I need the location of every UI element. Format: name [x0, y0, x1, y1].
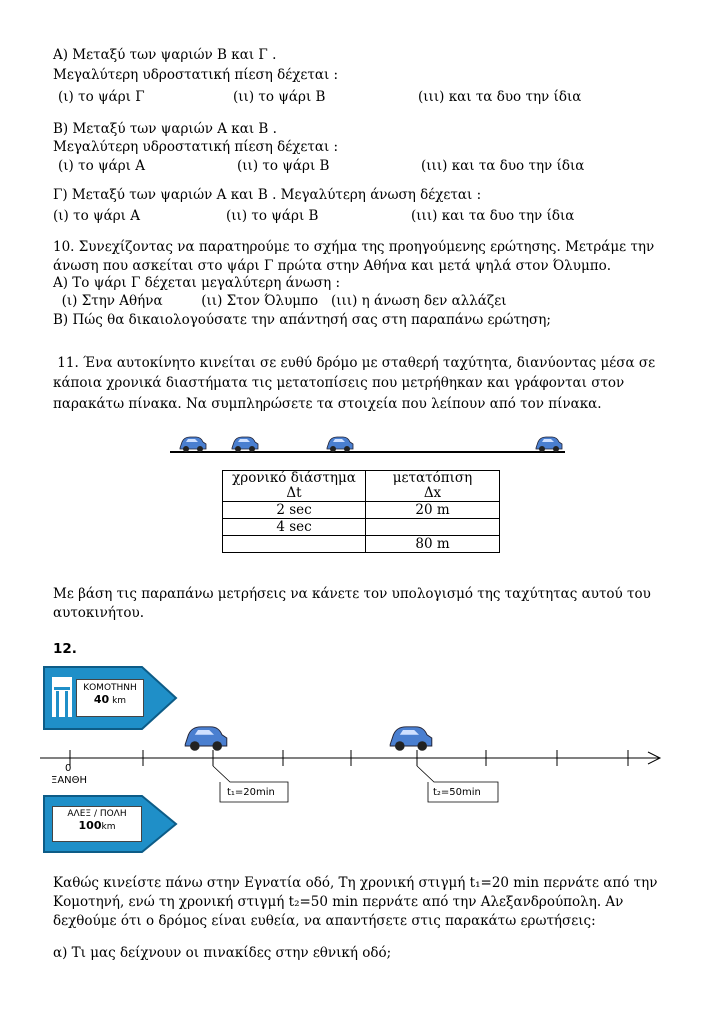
section-c-option-1: (ι) το ψάρι Α [53, 208, 140, 224]
sign-alexandroupoli-city: ΑΛΕΞ / ΠΟΛΗ [67, 809, 127, 819]
q12-text-line-2: Κομοτηνή, ενώ τη χρονική στιγμή t₂=50 min περνάτε από την Αλεξανδρούπολη. Αν [53, 894, 624, 910]
sign-alexandroupoli-number: 100 [78, 819, 102, 832]
car-icon [185, 727, 227, 751]
table-row [223, 519, 500, 536]
table-cell [366, 519, 500, 536]
sign-komotini-distance [77, 693, 143, 706]
highway-icon [50, 675, 74, 719]
origin-zero: 0 [65, 763, 72, 774]
q10-line-4: (ι) Στην Αθήνα (ιι) Στον Όλυμπο (ιιι) η άνωση δεν αλλάζει [53, 293, 507, 309]
sign-alexandroupoli-panel [52, 806, 142, 842]
car-icon [232, 437, 258, 452]
table-header-displacement [366, 471, 500, 502]
section-b-option-2: (ιι) το ψάρι Β [237, 158, 330, 174]
q10-line-5: Β) Πώς θα δικαιολογούσατε την απάντησή σας στη παραπάνω ερώτηση; [53, 312, 551, 328]
table-cell: 80 m [366, 536, 500, 553]
header-time-label: χρονικό διάστημα [232, 470, 356, 486]
table-cell: 4 sec [223, 519, 366, 536]
section-a-question: Μεγαλύτερη υδροστατική πίεση δέχεται : [53, 67, 339, 83]
q12-question-a: α) Τι μας δείχνουν οι πινακίδες στην εθνική οδό; [53, 945, 392, 961]
sign-komotini-city: ΚΟΜΟΤΗΝΗ [83, 683, 137, 693]
sign-alexandroupoli-distance [53, 819, 141, 832]
table-row [223, 471, 500, 502]
table-row [223, 536, 500, 553]
sign-komotini-panel [76, 679, 144, 717]
section-c-title: Γ) Μεταξύ των ψαριών Α και Β . Μεγαλύτερη άνωση δέχεται : [53, 187, 482, 203]
callout-t2-label: t₂=50min [433, 787, 481, 798]
q11-road-illustration [150, 428, 570, 458]
section-b-question: Μεγαλύτερη υδροστατική πίεση δέχεται : [53, 139, 339, 155]
q10-line-1: 10. Συνεχίζοντας να παρατηρούμε το σχήμα της προηγούμενης ερώτησης. Μετράμε την [53, 239, 655, 255]
table-cell: 2 sec [223, 502, 366, 519]
section-a-option-1: (ι) το ψάρι Γ [58, 89, 145, 105]
sign-komotini-unit: km [112, 696, 127, 706]
highway-symbol [50, 675, 74, 719]
sign-alexandroupoli-unit: km [101, 822, 116, 832]
callout-t1-label: t₁=20min [227, 787, 275, 798]
section-b-option-3: (ιιι) και τα δυο την ίδια [421, 158, 585, 174]
section-c-option-2: (ιι) το ψάρι Β [226, 208, 319, 224]
sign-komotini-number: 40 [93, 693, 110, 706]
section-b-title: Β) Μεταξύ των ψαριών Α και Β . [53, 121, 277, 137]
car-icon [536, 437, 562, 452]
q11-table [222, 470, 500, 553]
q11-line-1: 11. Ένα αυτοκίνητο κινείται σε ευθύ δρόμο με σταθερή ταχύτητα, διανύοντας μέσα σε [53, 355, 656, 371]
origin-label-xanthi: ΞΑΝΘΗ [51, 775, 88, 786]
q12-text-line-3: δεχθούμε ότι ο δρόμος είναι ευθεία, να απαντήσετε στις παρακάτω ερωτήσεις: [53, 913, 596, 929]
q11-after-line-2: αυτοκινήτου. [53, 605, 145, 621]
q11-line-2: κάποια χρονικά διαστήματα τις μετατοπίσεις που μετρήθηκαν και γράφονται στον [53, 375, 625, 391]
header-time-symbol: Δt [286, 485, 302, 501]
car-icon [327, 437, 353, 452]
section-a-title: Α) Μεταξύ των ψαριών Β και Γ . [53, 47, 277, 63]
table-cell: 20 m [366, 502, 500, 519]
car-icon [390, 727, 432, 751]
q12-number: 12. [53, 641, 77, 657]
q11-line-3: παρακάτω πίνακα. Να συμπληρώσετε τα στοιχεία που λείπουν από τον πίνακα. [53, 396, 602, 412]
header-displacement-label: μετατόπιση [392, 470, 473, 486]
sign-alexandroupoli [42, 794, 178, 854]
q11-after-line-1: Με βάση τις παραπάνω μετρήσεις να κάνετε τον υπολογισμό της ταχύτητας αυτού του [53, 586, 651, 602]
car-icon [180, 437, 206, 452]
q10-line-3: Α) Το ψάρι Γ δέχεται μεγαλύτερη άνωση : [53, 275, 341, 291]
q12-text-line-1: Καθώς κινείστε πάνω στην Εγνατία οδό, Τη χρονική στιγμή t₁=20 min περνάτε από την [53, 875, 658, 891]
table-header-time [223, 471, 366, 502]
table-cell [223, 536, 366, 553]
section-b-option-1: (ι) το ψάρι Α [58, 158, 145, 174]
section-a-option-3: (ιιι) και τα δυο την ίδια [418, 89, 582, 105]
section-c-option-3: (ιιι) και τα δυο την ίδια [411, 208, 575, 224]
table-row [223, 502, 500, 519]
header-displacement-symbol: Δx [423, 485, 442, 501]
section-a-option-2: (ιι) το ψάρι Β [233, 89, 326, 105]
q10-line-2: άνωση που ασκείται στο ψάρι Γ πρώτα στην Αθήνα και μετά ψηλά στον Όλυμπο. [53, 258, 612, 274]
